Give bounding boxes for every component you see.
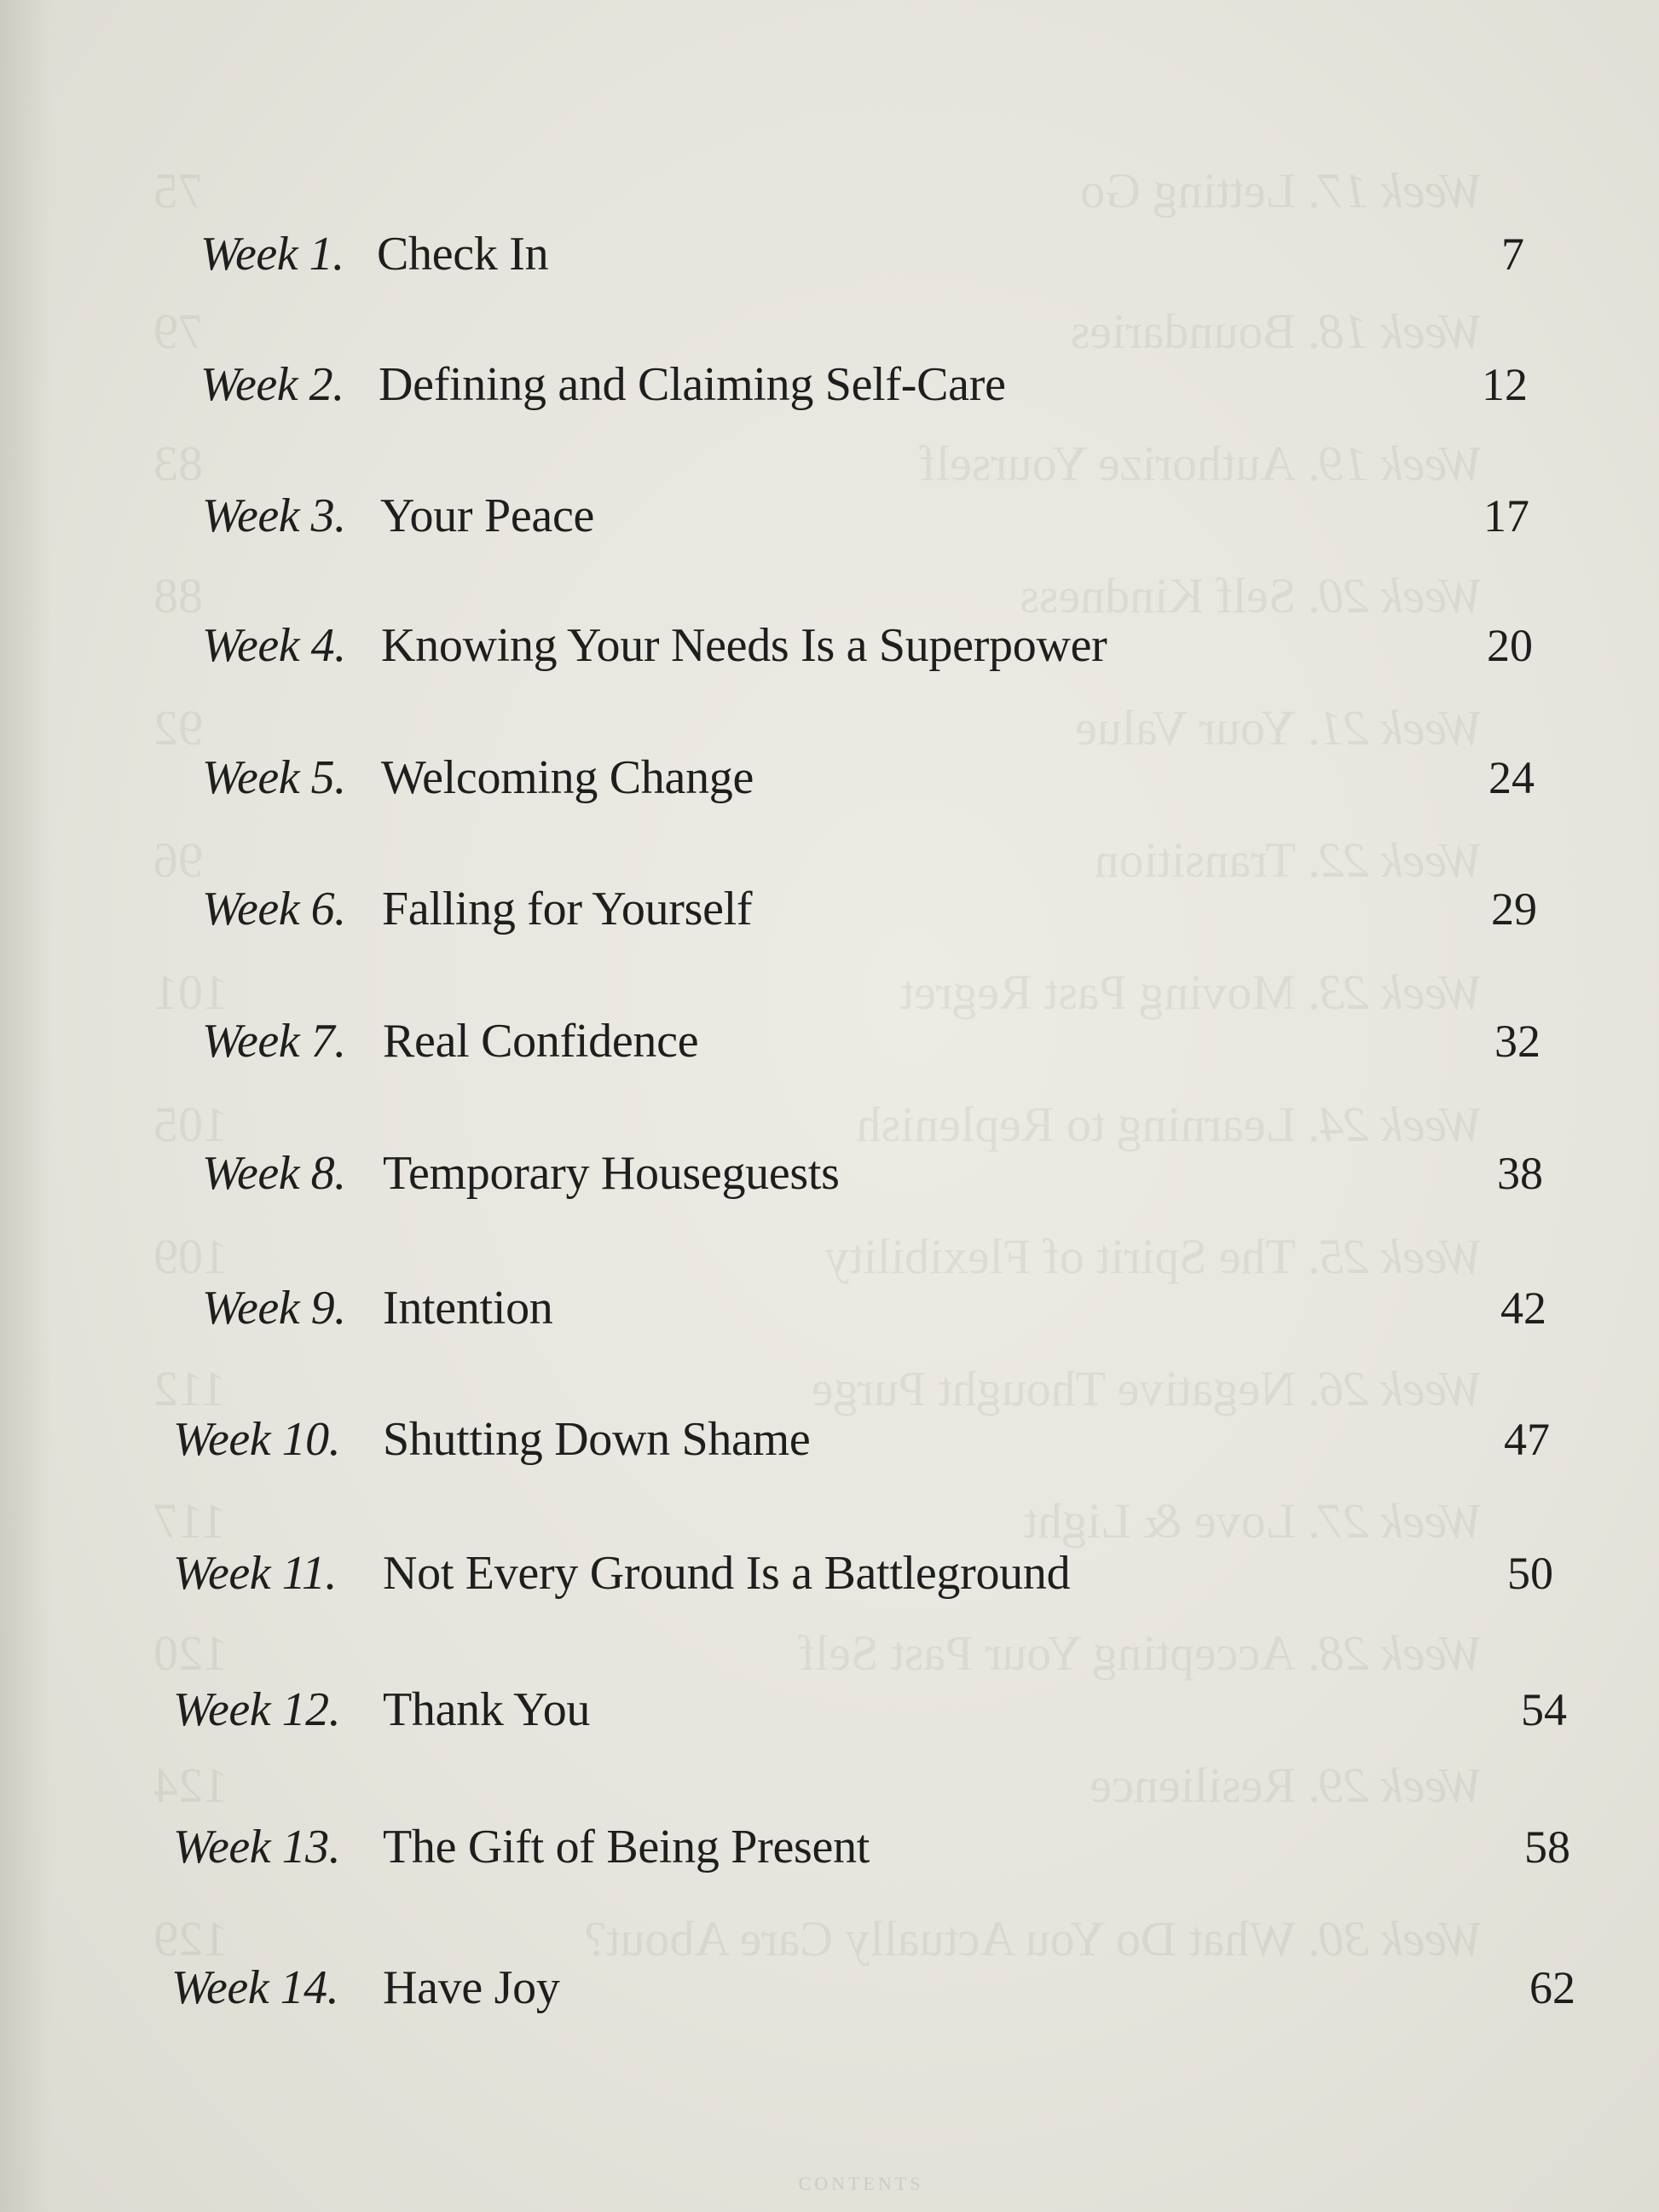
page-number: 29 bbox=[1491, 883, 1537, 935]
entry-title: Have Joy bbox=[383, 1961, 560, 2014]
entry-title: Intention bbox=[383, 1282, 553, 1335]
ghost-page-number: 109 bbox=[153, 1229, 228, 1284]
entry-title: The Gift of Being Present bbox=[383, 1821, 870, 1873]
ghost-page-number: 83 bbox=[153, 436, 203, 491]
page-number: 7 bbox=[1501, 229, 1524, 280]
ghost-page-number: 112 bbox=[153, 1361, 226, 1416]
entry-title: Thank You bbox=[383, 1683, 591, 1736]
page-number: 24 bbox=[1488, 752, 1535, 803]
week-label: Week 12. bbox=[173, 1683, 341, 1736]
entry-title: Falling for Yourself bbox=[382, 883, 753, 935]
ghost-week-label: Week 29. bbox=[1306, 1757, 1483, 1813]
ghost-title: Moving Past Regret bbox=[900, 964, 1296, 1020]
ghost-week-label: Week 26. bbox=[1306, 1361, 1483, 1416]
ghost-page-number: 105 bbox=[153, 1097, 228, 1152]
entry-title: Knowing Your Needs Is a Superpower bbox=[381, 619, 1107, 672]
ghost-week-label: Week 27. bbox=[1306, 1493, 1483, 1549]
week-label: Week 2. bbox=[200, 358, 344, 411]
ghost-title: Letting Go bbox=[1080, 163, 1296, 218]
page-number: 62 bbox=[1529, 1962, 1575, 2013]
ghost-title: Transition bbox=[1094, 832, 1296, 888]
ghost-title: Authorize Yourself bbox=[919, 436, 1296, 491]
ghost-week-label: Week 23. bbox=[1306, 964, 1483, 1020]
week-label: Week 5. bbox=[202, 751, 346, 804]
week-label: Week 8. bbox=[202, 1147, 346, 1200]
ghost-title: Self Kindness bbox=[1020, 568, 1296, 623]
page-number: 58 bbox=[1524, 1821, 1570, 1873]
ghost-page-number: 124 bbox=[153, 1757, 228, 1813]
toc-entry[interactable] bbox=[0, 1135, 1659, 1212]
ghost-week-label: Week 19. bbox=[1306, 436, 1483, 491]
week-label: Week 10. bbox=[173, 1413, 341, 1466]
week-label: Week 6. bbox=[202, 883, 346, 935]
ghost-week-label: Week 18. bbox=[1306, 304, 1483, 359]
ghost-week-label: Week 28. bbox=[1306, 1625, 1483, 1681]
entry-title: Not Every Ground Is a Battleground bbox=[383, 1547, 1071, 1600]
ghost-week-label: Week 30. bbox=[1306, 1911, 1483, 1966]
ghost-page-number: 120 bbox=[153, 1625, 228, 1681]
ghost-page-number: 101 bbox=[153, 964, 228, 1020]
ghost-title: Your Value bbox=[1075, 700, 1296, 756]
entry-title: Real Confidence bbox=[383, 1015, 699, 1068]
ghost-page-number: 79 bbox=[153, 304, 203, 359]
page-number: 32 bbox=[1494, 1016, 1540, 1067]
toc-entry[interactable] bbox=[0, 1270, 1659, 1346]
toc-entry[interactable] bbox=[0, 1949, 1659, 2026]
entry-title: Temporary Houseguests bbox=[383, 1147, 840, 1200]
ghost-week-label: Week 21. bbox=[1306, 700, 1483, 756]
ghost-title: Resilience bbox=[1090, 1757, 1296, 1813]
ghost-page-number: 92 bbox=[153, 700, 203, 756]
toc-entry[interactable] bbox=[0, 478, 1659, 554]
toc-entry[interactable] bbox=[0, 1401, 1659, 1478]
ghost-week-label: Week 17. bbox=[1306, 163, 1483, 218]
ghost-title: What Do You Actually Care About? bbox=[584, 1911, 1296, 1966]
ghost-title: Learning to Replenish bbox=[856, 1097, 1296, 1152]
ghost-title: Boundaries bbox=[1070, 304, 1296, 359]
page-number: 12 bbox=[1482, 359, 1528, 410]
ghost-page-number: 129 bbox=[153, 1911, 228, 1966]
ghost-page-number: 117 bbox=[153, 1493, 226, 1549]
entry-title: Your Peace bbox=[380, 489, 595, 542]
week-label: Week 3. bbox=[202, 489, 346, 542]
ghost-page-number: 96 bbox=[153, 832, 203, 888]
ghost-title: Negative Thought Purge bbox=[811, 1361, 1296, 1416]
entry-title: Check In bbox=[377, 228, 549, 281]
ghost-week-label: Week 22. bbox=[1306, 832, 1483, 888]
ghost-week-label: Week 24. bbox=[1306, 1097, 1483, 1152]
ghost-page-number: 88 bbox=[153, 568, 203, 623]
toc-entry[interactable] bbox=[0, 1535, 1659, 1612]
page-number: 54 bbox=[1521, 1684, 1567, 1735]
week-label: Week 11. bbox=[173, 1547, 337, 1600]
page-number: 38 bbox=[1497, 1148, 1543, 1199]
week-label: Week 7. bbox=[202, 1015, 346, 1068]
toc-entry[interactable] bbox=[0, 1003, 1659, 1080]
ghost-page-number: 75 bbox=[153, 163, 203, 218]
page-number: 20 bbox=[1487, 620, 1533, 671]
week-label: Week 4. bbox=[202, 619, 346, 672]
week-label: Week 14. bbox=[171, 1961, 339, 2014]
toc-entry[interactable] bbox=[0, 1809, 1659, 1885]
page-number: 42 bbox=[1500, 1283, 1546, 1334]
toc-entry[interactable] bbox=[0, 871, 1659, 947]
entry-title: Welcoming Change bbox=[381, 751, 754, 804]
ghost-title: The Spirit of Flexibility bbox=[824, 1229, 1296, 1284]
running-footer: CONTENTS bbox=[798, 2173, 924, 2194]
toc-entry[interactable] bbox=[0, 346, 1659, 423]
week-label: Week 9. bbox=[202, 1282, 346, 1335]
week-label: Week 1. bbox=[200, 228, 344, 281]
page-number: 50 bbox=[1507, 1548, 1553, 1599]
page-number: 47 bbox=[1504, 1414, 1550, 1465]
toc-entry[interactable] bbox=[0, 1671, 1659, 1748]
entry-title: Defining and Claiming Self-Care bbox=[379, 358, 1006, 411]
ghost-week-label: Week 25. bbox=[1306, 1229, 1483, 1284]
toc-entry[interactable] bbox=[0, 739, 1659, 816]
week-label: Week 13. bbox=[173, 1821, 341, 1873]
page-number: 17 bbox=[1483, 490, 1529, 541]
entry-title: Shutting Down Shame bbox=[383, 1413, 811, 1466]
ghost-title: Love & Light bbox=[1024, 1493, 1296, 1549]
ghost-title: Accepting Your Past Self bbox=[798, 1625, 1296, 1681]
toc-entry[interactable] bbox=[0, 607, 1659, 684]
ghost-week-label: Week 20. bbox=[1306, 568, 1483, 623]
toc-entry[interactable] bbox=[0, 216, 1659, 292]
